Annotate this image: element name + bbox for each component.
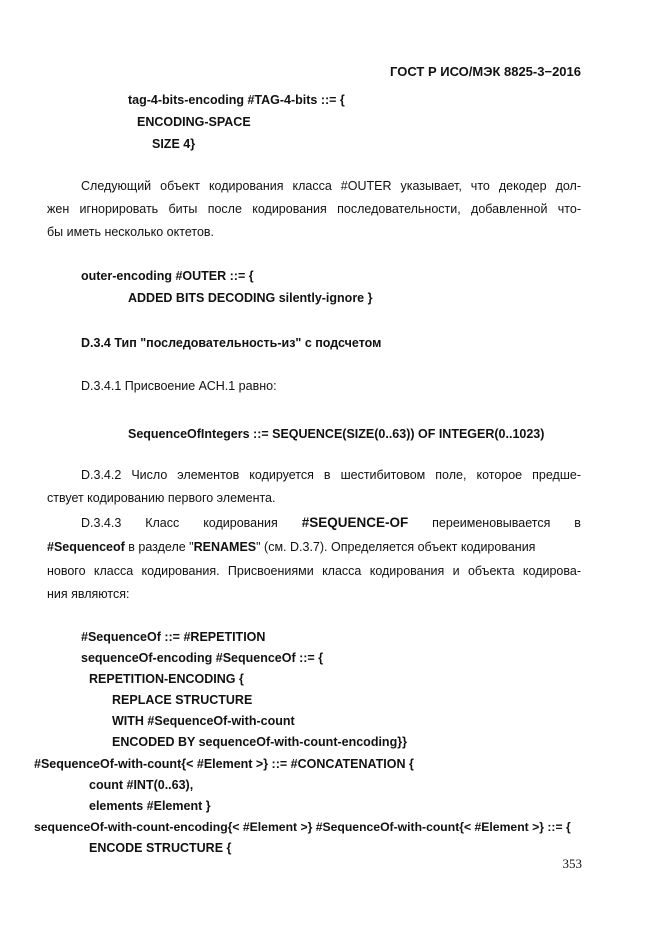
body-text-line: ствует кодированию первого элемента.	[47, 491, 276, 505]
code-line: WITH #SequenceOf-with-count	[112, 714, 295, 728]
section-heading: D.3.4 Тип "последовательность-из" с подсчетом	[81, 336, 382, 350]
word: Класс	[145, 516, 180, 530]
code-line: SequenceOfIntegers ::= SEQUENCE(SIZE(0..63)) OF INTEGER(0..1023)	[128, 427, 545, 441]
body-text-line: бы иметь несколько октетов.	[47, 225, 215, 239]
page-number: 353	[562, 856, 582, 871]
code-line: #SequenceOf-with-count{< #Element >} ::= #CONCATENATION {	[34, 757, 414, 771]
word: переименовывается	[432, 516, 551, 530]
section-reference: RENAMES	[193, 540, 257, 554]
word: в	[574, 516, 581, 530]
class-name: #Sequenceof	[47, 540, 125, 554]
body-text-line: жен игнорировать биты после кодирования последовательности, добавленной что-	[47, 202, 581, 216]
code-line: ENCODE STRUCTURE {	[89, 841, 232, 855]
body-text-line	[81, 515, 581, 531]
code-line: ADDED BITS DECODING silently-ignore }	[128, 291, 373, 305]
code-line: SIZE 4}	[152, 137, 196, 151]
code-line: ENCODED BY sequenceOf-with-count-encoding}}	[112, 735, 407, 749]
code-line: count #INT(0..63),	[89, 778, 194, 792]
clause-number: D.3.4.3	[81, 516, 122, 530]
code-line: REPLACE STRUCTURE	[112, 693, 253, 707]
body-text-line: нового класса кодирования. Присвоениями класса кодирования и объекта кодирова-	[47, 564, 581, 578]
text-run: в разделе "	[124, 540, 194, 554]
body-text-line: D.3.4.2 Число элементов кодируется в шестибитовом поле, которое предше-	[81, 468, 581, 482]
code-line: #SequenceOf ::= #REPETITION	[81, 630, 266, 644]
class-name: #SEQUENCE-OF	[301, 515, 409, 530]
body-text-line: Следующий объект кодирования класса #OUTER указывает, что декодер дол-	[81, 179, 581, 193]
code-line: sequenceOf-with-count-encoding{< #Element >} #SequenceOf-with-count{< #Element >} ::= {	[34, 820, 571, 834]
code-line: tag-4-bits-encoding #TAG-4-bits ::= {	[128, 93, 345, 107]
code-line: outer-encoding #OUTER ::= {	[81, 269, 254, 283]
code-line: ENCODING-SPACE	[137, 115, 251, 129]
text-run: " (см. D.3.7). Определяется объект кодирования	[256, 540, 536, 554]
body-text-line	[47, 539, 535, 555]
word: кодирования	[203, 516, 278, 530]
code-line: sequenceOf-encoding #SequenceOf ::= {	[81, 651, 324, 665]
document-header: ГОСТ Р ИСО/МЭК 8825-3−2016	[390, 64, 581, 79]
body-text-line: ния являются:	[47, 587, 130, 601]
code-line: elements #Element }	[89, 799, 211, 813]
code-line: REPETITION-ENCODING {	[89, 672, 244, 686]
body-text-line: D.3.4.1 Присвоение АСН.1 равно:	[81, 379, 277, 393]
